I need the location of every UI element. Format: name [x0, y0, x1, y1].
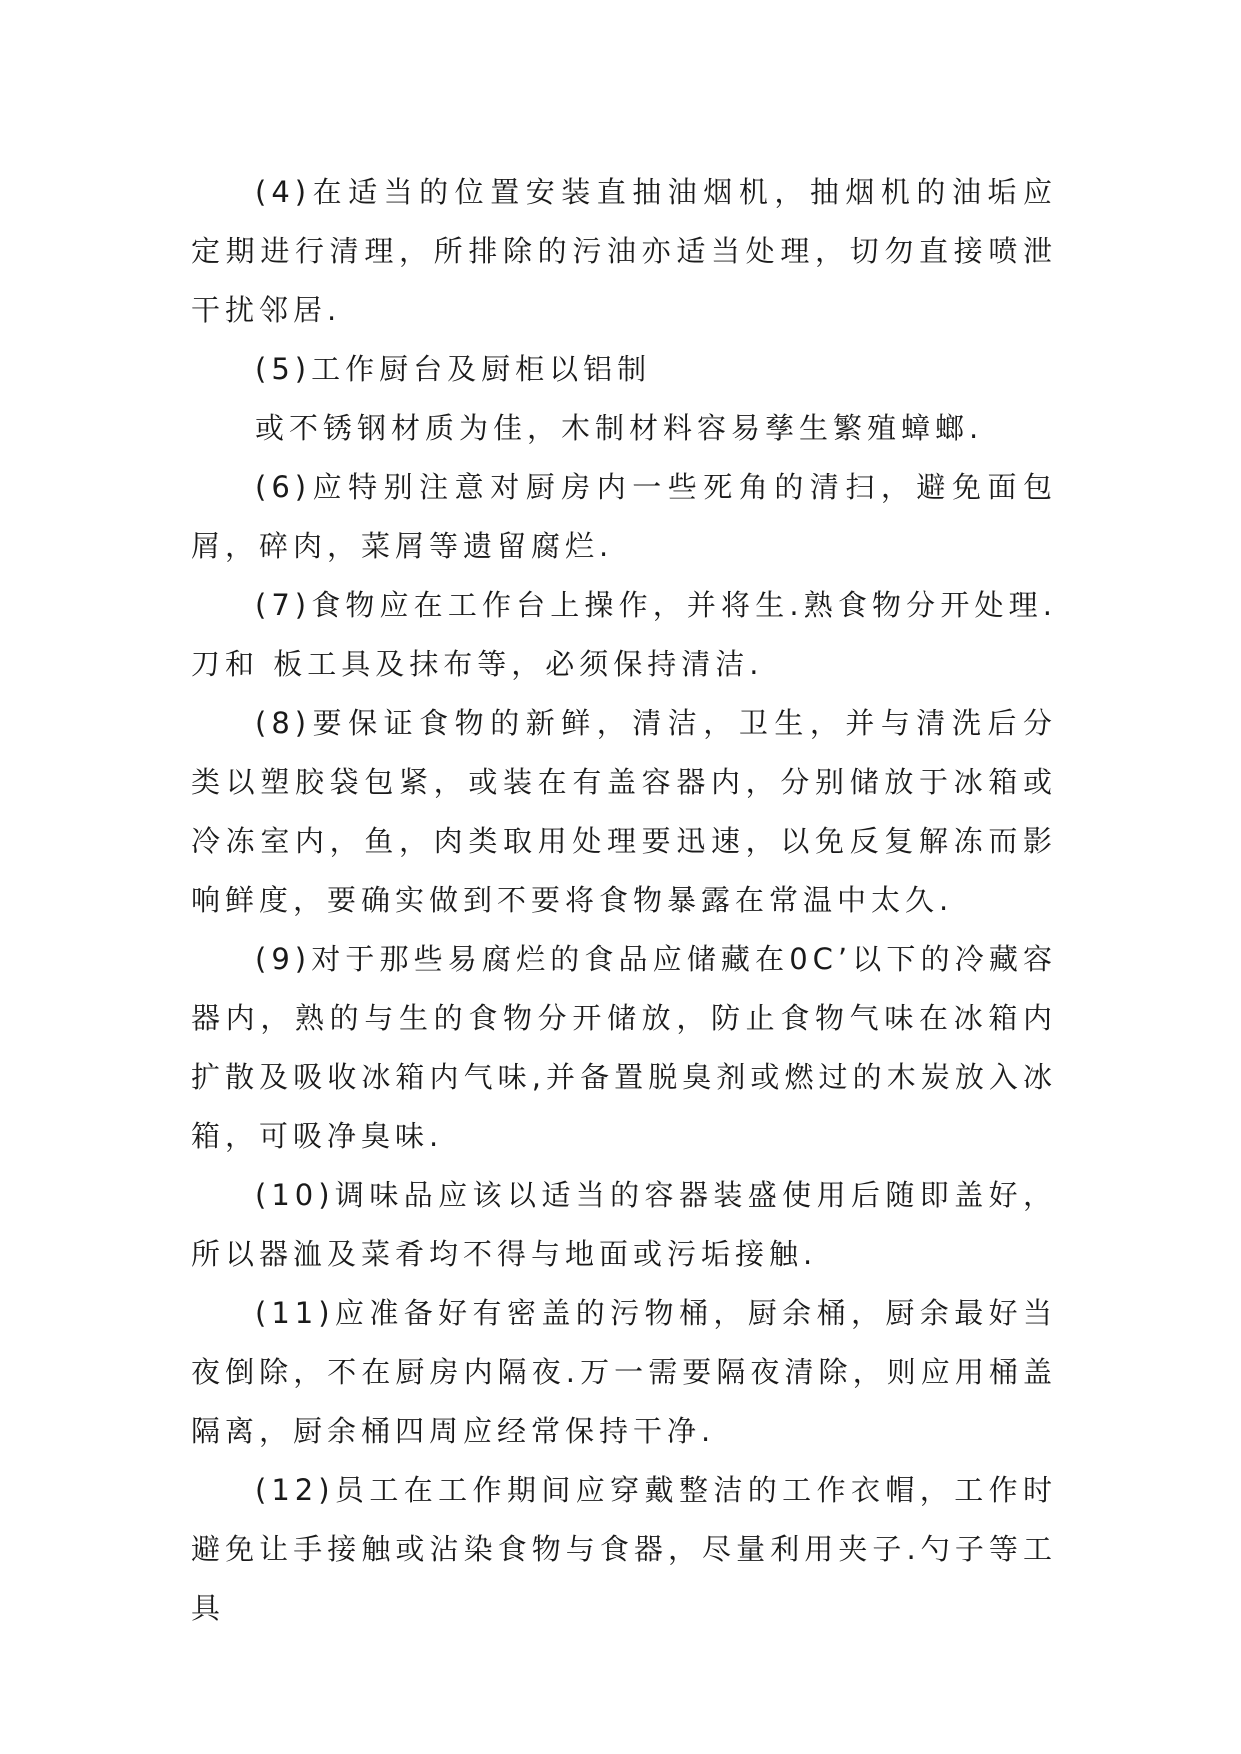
paragraph-6: (6)应特别注意对厨房内一些死角的清扫，避免面包屑，碎肉，菜屑等遗留腐烂.	[191, 470, 1057, 563]
paragraph-11: (11)应准备好有密盖的污物桶，厨余桶，厨余最好当夜倒除，不在厨房内隔夜.万一需要隔夜清除，则应用桶盖隔离，厨余桶四周应经常保持干净.	[191, 1296, 1057, 1448]
paragraph-8: (8)要保证食物的新鲜，清洁，卫生，并与清洗后分类以塑胶袋包紧，或装在有盖容器内，分别储放于冰箱或冷冻室内，鱼，肉类取用处理要迅速，以免反复解冻而影响鲜度，要确实做到不要将食物暴露在常温中太久.	[191, 706, 1057, 917]
paragraph-4: (4)在适当的位置安装直抽油烟机，抽烟机的油垢应定期进行清理，所排除的污油亦适当处理，切勿直接喷泄干扰邻居.	[191, 175, 1057, 327]
document-page	[191, 163, 1057, 1638]
paragraph-7: (7)食物应在工作台上操作，并将生.熟食物分开处理.刀和 板工具及抹布等，必须保持清洁.	[191, 588, 1057, 681]
paragraph-5: (5)工作厨台及厨柜以铝制	[255, 352, 652, 386]
paragraph-5-continued: 或不锈钢材质为佳，木制材料容易孳生繁殖蟑螂.	[255, 411, 984, 445]
paragraph-10: (10)调味品应该以适当的容器装盛使用后随即盖好，所以器洫及菜肴均不得与地面或污垢接触.	[191, 1178, 1057, 1271]
paragraph-12: (12)员工在工作期间应穿戴整洁的工作衣帽，工作时避免让手接触或沾染食物与食器，尽量利用夹子.勺子等工具	[191, 1473, 1057, 1625]
paragraph-9: (9)对于那些易腐烂的食品应储藏在0C’以下的冷藏容器内，熟的与生的食物分开储放，防止食物气味在冰箱内扩散及吸收冰箱内气味,并备置脱臭剂或燃过的木炭放入冰箱，可吸净臭味.	[191, 942, 1057, 1153]
